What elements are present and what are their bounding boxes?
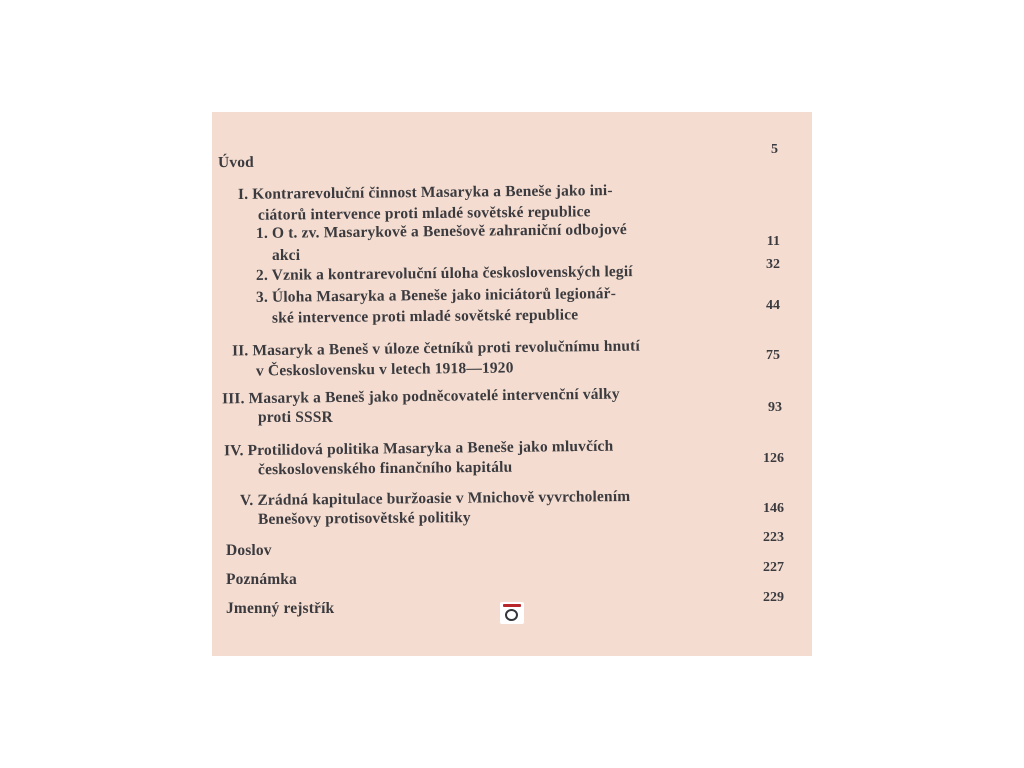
seller-stamp-icon: [500, 602, 524, 624]
toc-entry-chapter-1-line-1: I. Kontrarevoluční činnost Masaryka a Beneše jako ini-: [237, 182, 613, 203]
toc-page-chapter-2: 75: [766, 348, 780, 363]
toc-page-section-3: 44: [766, 298, 780, 313]
toc-entry-section-3-line-2: ské intervence proti mladé sovětské republice: [271, 306, 579, 327]
toc-page-rejstrik: 229: [763, 590, 784, 605]
toc-entry-chapter-5-line-2: Benešovy protisovětské politiky: [257, 509, 471, 528]
toc-page-section-1: 11: [766, 234, 780, 249]
toc-page-chapter-3: 93: [768, 400, 782, 415]
toc-entry-poznamka: Poznámka: [226, 571, 297, 588]
toc-entry-rejstrik: Jmenný rejstřík: [226, 600, 335, 617]
book-page: [212, 112, 812, 656]
toc-entry-section-3-line-1: 3. Úloha Masaryka a Beneše jako iniciátorů legionář-: [255, 285, 617, 306]
toc-page-section-2: 32: [766, 257, 780, 272]
toc-entry-chapter-5-line-1: V. Zrádná kapitulace buržoasie v Mnichově vyvrcholením: [239, 487, 631, 510]
toc-entry-chapter-4-line-1: IV. Protilidová politika Masaryka a Beneše jako mluvčích: [223, 437, 614, 460]
toc-entry-chapter-4-line-2: československého finančního kapitálu: [257, 458, 513, 479]
toc-entry-chapter-1-line-2: ciátorů intervence proti mladé sovětské republice: [257, 203, 591, 224]
toc-entry-uvod: Úvod: [217, 153, 254, 172]
toc-entry-section-1-line-2: akci: [272, 247, 301, 264]
toc-entry-chapter-3-line-1: III. Masaryk a Beneš jako podněcovatelé intervenční války: [221, 385, 620, 408]
toc-entry-chapter-3-line-2: proti SSSR: [258, 409, 333, 426]
toc-entry-chapter-2-line-1: II. Masaryk a Beneš v úloze četníků proti revolučnímu hnutí: [231, 337, 640, 360]
toc-entry-section-2: 2. Vznik a kontrarevoluční úloha československých legií: [255, 263, 633, 284]
toc-entry-section-1-line-1: 1. O t. zv. Masarykově a Benešově zahraniční odbojové: [255, 221, 627, 242]
toc-page-doslov: 223: [763, 530, 784, 545]
toc-page-chapter-5: 146: [763, 501, 784, 516]
toc-page-uvod: 5: [771, 142, 778, 157]
toc-page-poznamka: 227: [763, 560, 784, 575]
toc-page-chapter-4: 126: [763, 451, 784, 466]
toc-entry-chapter-2-line-2: v Československu v letech 1918—1920: [255, 359, 514, 380]
toc-entry-doslov: Doslov: [226, 542, 272, 559]
